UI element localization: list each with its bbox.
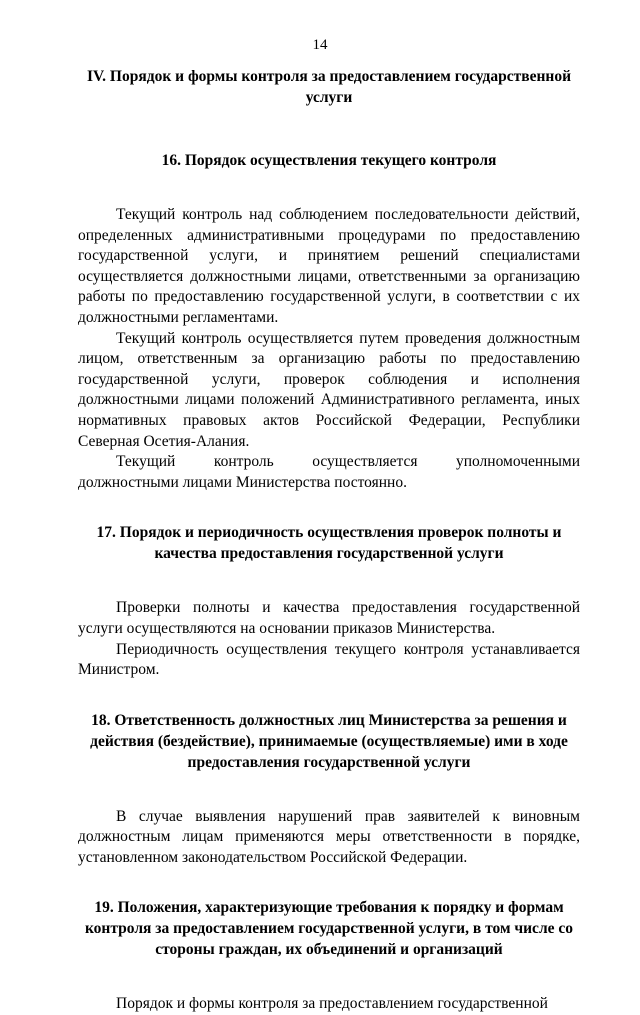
page-number: 14 bbox=[312, 37, 328, 53]
subsection-18-paragraph-1: В случае выявления нарушений прав заявителей к виновным должностным лицам применяются меры ответственности в порядке, установленном законодательством Российской Федерации. bbox=[78, 807, 580, 866]
page-content bbox=[78, 66, 580, 1015]
subsection-17-title: 17. Порядок и периодичность осуществления проверок полноты и качества предоставления государственной услуги bbox=[96, 524, 562, 563]
subsection-16-title: 16. Порядок осуществления текущего контроля bbox=[161, 152, 497, 169]
subsection-17-paragraph-2: Периодичность осуществления текущего контроля устанавливается Министром. bbox=[78, 640, 580, 679]
subsection-18-title: 18. Ответственность должностных лиц Министерства за решения и действия (бездействие), принимаемые (осуществляемые) ими в ходе предоставления государственной услуги bbox=[90, 711, 568, 771]
subsection-19-title: 19. Положения, характеризующие требования к порядку и формам контроля за предоставлением государственной услуги, в том числе со стороны граждан, их объединений и организаций bbox=[84, 899, 574, 959]
subsection-19-paragraph-1: Порядок и формы контроля за предоставлением государственной bbox=[116, 995, 548, 1013]
section-title: IV. Порядок и формы контроля за предоставлением государственной услуги bbox=[86, 68, 572, 106]
subsection-16-paragraph-1: Текущий контроль над соблюдением последовательности действий, определенных административными процедурами по предоставлению государственной услуги, и принятием решений специалистами осуществляется должностными лицами, ответственными за организацию работы по предоставлению государственной услуги, в соответствии с их должностными регламентами. bbox=[78, 206, 580, 326]
subsection-16-paragraph-2: Текущий контроль осуществляется путем проведения должностным лицом, ответственным за организацию работы по предоставлению государственной услуги, проверок соблюдения и исполнения должностными лицами положений Административного регламента, иных нормативных правовых актов Российской Федерации, Республики Северная Осетия-Алания. bbox=[78, 329, 580, 450]
subsection-16-paragraph-3: Текущий контроль осуществляется уполномоченными должностными лицами Министерства постоянно. bbox=[78, 453, 580, 491]
subsection-17-paragraph-1: Проверки полноты и качества предоставления государственной услуги осуществляются на основании приказов Министерства. bbox=[78, 599, 580, 637]
